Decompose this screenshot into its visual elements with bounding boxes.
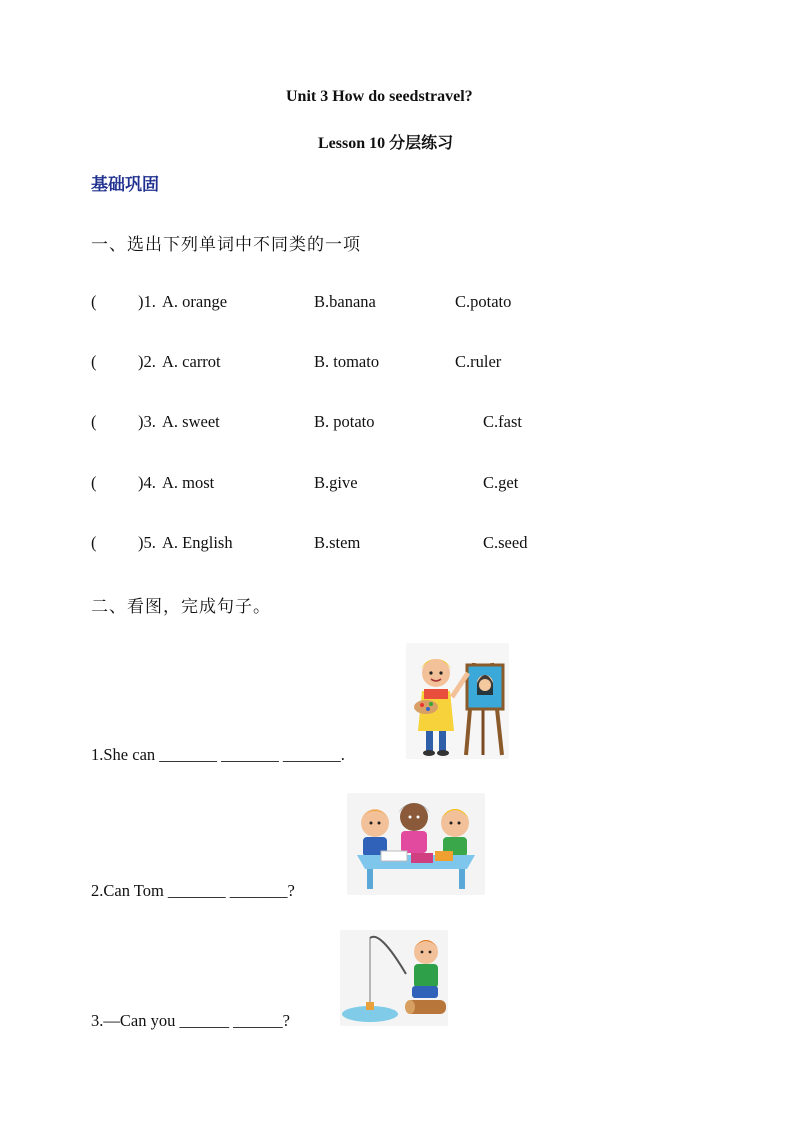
option-a: A. most bbox=[162, 473, 215, 492]
document-subtitle: Lesson 10 分层练习 bbox=[318, 135, 454, 152]
fill-sentence-1: 1.She can _______ _______ _______. bbox=[91, 745, 345, 764]
question-number: )4. bbox=[138, 473, 156, 492]
option-a: A. orange bbox=[162, 292, 228, 311]
answer-paren: ( bbox=[91, 412, 97, 431]
boy-fishing-image bbox=[340, 930, 448, 1026]
fill-sentence-3: 3.—Can you ______ ______? bbox=[91, 1011, 290, 1030]
option-b: B.banana bbox=[314, 292, 376, 311]
document-title: Unit 3 How do seedstravel? bbox=[286, 88, 473, 105]
option-b: B.give bbox=[314, 473, 358, 492]
answer-paren: ( bbox=[91, 473, 97, 492]
option-a: A. sweet bbox=[162, 412, 220, 431]
question-number: )1. bbox=[138, 292, 156, 311]
option-c: C.ruler bbox=[455, 352, 502, 371]
answer-paren: ( bbox=[91, 533, 97, 552]
answer-paren: ( bbox=[91, 292, 97, 311]
question-number: )3. bbox=[138, 412, 156, 431]
option-b: B. potato bbox=[314, 412, 375, 431]
question-number: )5. bbox=[138, 533, 156, 552]
section-label: 基础巩固 bbox=[91, 175, 159, 194]
option-b: B. tomato bbox=[314, 352, 380, 371]
kids-drawing-image bbox=[347, 793, 485, 895]
fill-sentence-2: 2.Can Tom _______ _______? bbox=[91, 881, 295, 900]
option-b: B.stem bbox=[314, 533, 361, 552]
girl-painting-image bbox=[406, 643, 509, 759]
question-number: )2. bbox=[138, 352, 156, 371]
option-c: C.get bbox=[483, 473, 519, 492]
part1-heading: 一、选出下列单词中不同类的一项 bbox=[91, 235, 361, 254]
option-c: C.seed bbox=[483, 533, 528, 552]
option-a: A. English bbox=[162, 533, 233, 552]
answer-paren: ( bbox=[91, 352, 97, 371]
part2-heading: 二、看图，完成句子。 bbox=[91, 597, 271, 616]
option-a: A. carrot bbox=[162, 352, 221, 371]
option-c: C.fast bbox=[483, 412, 522, 431]
option-c: C.potato bbox=[455, 292, 512, 311]
